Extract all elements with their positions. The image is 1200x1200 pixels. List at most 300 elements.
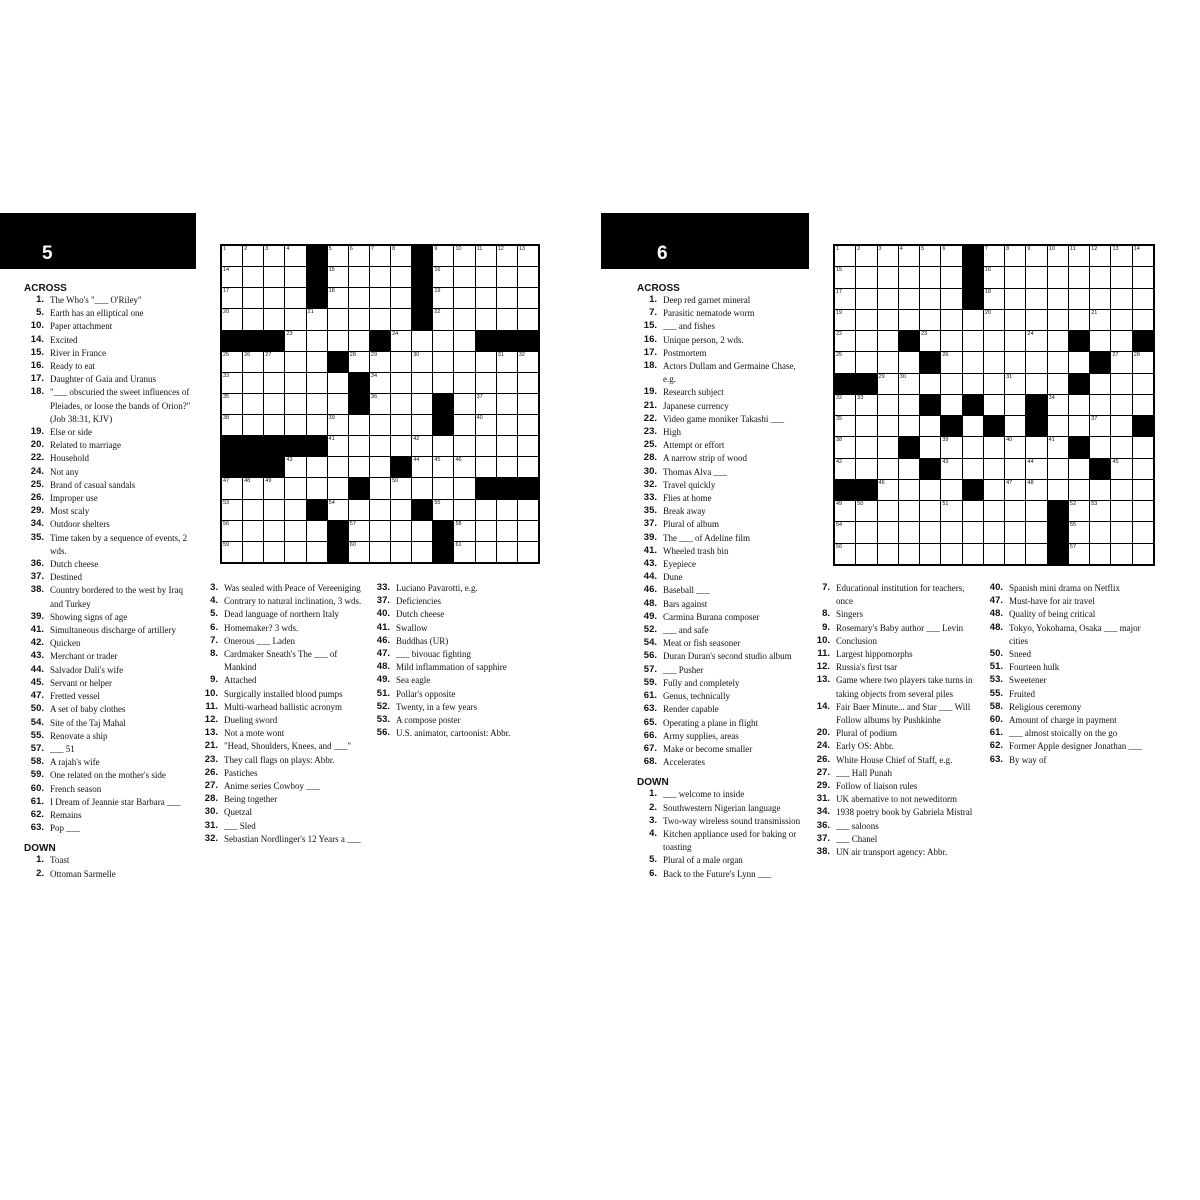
grid-cell[interactable] [1090, 267, 1110, 287]
grid-cell[interactable] [222, 542, 242, 562]
grid-cell[interactable] [899, 416, 919, 436]
grid-cell[interactable] [1111, 522, 1131, 542]
grid-cell[interactable] [856, 352, 876, 372]
grid-cell[interactable] [412, 521, 432, 541]
grid-cell[interactable] [1048, 352, 1068, 372]
grid-cell[interactable] [264, 394, 284, 414]
grid-cell[interactable] [391, 352, 411, 372]
grid-cell[interactable] [1048, 459, 1068, 479]
grid-cell[interactable] [328, 415, 348, 435]
grid-cell[interactable] [264, 373, 284, 393]
grid-cell[interactable] [307, 542, 327, 562]
grid-cell[interactable] [391, 331, 411, 351]
grid-cell[interactable] [370, 352, 390, 372]
grid-cell[interactable] [243, 373, 263, 393]
grid-cell[interactable] [497, 394, 517, 414]
grid-cell[interactable] [391, 542, 411, 562]
grid-cell[interactable] [476, 521, 496, 541]
grid-cell[interactable] [518, 309, 538, 329]
grid-cell[interactable] [391, 267, 411, 287]
grid-cell[interactable] [285, 394, 305, 414]
grid-cell[interactable] [1111, 459, 1131, 479]
grid-cell[interactable] [285, 267, 305, 287]
grid-cell[interactable] [285, 331, 305, 351]
grid-cell[interactable] [243, 352, 263, 372]
grid-cell[interactable] [1005, 310, 1025, 330]
grid-cell[interactable] [920, 289, 940, 309]
grid-cell[interactable] [307, 331, 327, 351]
grid-cell[interactable] [878, 437, 898, 457]
grid-cell[interactable] [899, 289, 919, 309]
grid-cell[interactable] [454, 415, 474, 435]
grid-cell[interactable] [1026, 437, 1046, 457]
grid-cell[interactable] [497, 309, 517, 329]
grid-cell[interactable] [264, 478, 284, 498]
grid-cell[interactable] [899, 395, 919, 415]
grid-cell[interactable] [941, 289, 961, 309]
grid-cell[interactable] [1090, 374, 1110, 394]
grid-cell[interactable] [1069, 246, 1089, 266]
grid-cell[interactable] [307, 352, 327, 372]
grid-cell[interactable] [1048, 395, 1068, 415]
grid-cell[interactable] [433, 288, 453, 308]
grid-cell[interactable] [454, 373, 474, 393]
grid-cell[interactable] [899, 522, 919, 542]
grid-cell[interactable] [856, 246, 876, 266]
grid-cell[interactable] [1090, 310, 1110, 330]
grid-cell[interactable] [1005, 416, 1025, 436]
grid-cell[interactable] [222, 267, 242, 287]
grid-cell[interactable] [476, 542, 496, 562]
grid-cell[interactable] [878, 522, 898, 542]
grid-cell[interactable] [856, 331, 876, 351]
grid-cell[interactable] [391, 436, 411, 456]
grid-cell[interactable] [222, 500, 242, 520]
grid-cell[interactable] [454, 457, 474, 477]
grid-cell[interactable] [984, 395, 1004, 415]
crossword-grid[interactable] [833, 244, 1155, 566]
grid-cell[interactable] [1069, 522, 1089, 542]
grid-cell[interactable] [1026, 310, 1046, 330]
grid-cell[interactable] [1133, 267, 1153, 287]
grid-cell[interactable] [963, 310, 983, 330]
grid-cell[interactable] [285, 246, 305, 266]
grid-cell[interactable] [984, 459, 1004, 479]
grid-cell[interactable] [941, 522, 961, 542]
grid-cell[interactable] [391, 500, 411, 520]
grid-cell[interactable] [941, 544, 961, 564]
grid-cell[interactable] [963, 374, 983, 394]
grid-cell[interactable] [1026, 374, 1046, 394]
grid-cell[interactable] [856, 310, 876, 330]
grid-cell[interactable] [1090, 416, 1110, 436]
grid-cell[interactable] [328, 394, 348, 414]
grid-cell[interactable] [391, 478, 411, 498]
grid-cell[interactable] [984, 437, 1004, 457]
grid-cell[interactable] [497, 373, 517, 393]
grid-cell[interactable] [941, 459, 961, 479]
grid-cell[interactable] [433, 309, 453, 329]
grid-cell[interactable] [878, 459, 898, 479]
grid-cell[interactable] [391, 288, 411, 308]
grid-cell[interactable] [349, 309, 369, 329]
grid-cell[interactable] [1133, 374, 1153, 394]
grid-cell[interactable] [497, 542, 517, 562]
grid-cell[interactable] [899, 352, 919, 372]
grid-cell[interactable] [264, 500, 284, 520]
grid-cell[interactable] [984, 352, 1004, 372]
grid-cell[interactable] [349, 246, 369, 266]
grid-cell[interactable] [984, 374, 1004, 394]
grid-cell[interactable] [285, 415, 305, 435]
grid-cell[interactable] [941, 352, 961, 372]
grid-cell[interactable] [433, 267, 453, 287]
grid-cell[interactable] [1005, 544, 1025, 564]
grid-cell[interactable] [370, 373, 390, 393]
grid-cell[interactable] [285, 288, 305, 308]
grid-cell[interactable] [1048, 437, 1068, 457]
grid-cell[interactable] [1133, 459, 1153, 479]
grid-cell[interactable] [1005, 246, 1025, 266]
grid-cell[interactable] [433, 478, 453, 498]
grid-cell[interactable] [856, 522, 876, 542]
grid-cell[interactable] [1048, 374, 1068, 394]
grid-cell[interactable] [835, 331, 855, 351]
grid-cell[interactable] [1133, 522, 1153, 542]
grid-cell[interactable] [920, 522, 940, 542]
grid-cell[interactable] [1005, 374, 1025, 394]
grid-cell[interactable] [1026, 289, 1046, 309]
grid-cell[interactable] [856, 395, 876, 415]
grid-cell[interactable] [222, 309, 242, 329]
grid-cell[interactable] [920, 331, 940, 351]
grid-cell[interactable] [433, 246, 453, 266]
grid-cell[interactable] [285, 373, 305, 393]
grid-cell[interactable] [963, 522, 983, 542]
grid-cell[interactable] [1090, 246, 1110, 266]
grid-cell[interactable] [497, 436, 517, 456]
grid-cell[interactable] [963, 459, 983, 479]
grid-cell[interactable] [1133, 437, 1153, 457]
grid-cell[interactable] [1090, 522, 1110, 542]
grid-cell[interactable] [1111, 501, 1131, 521]
grid-cell[interactable] [328, 500, 348, 520]
grid-cell[interactable] [1133, 544, 1153, 564]
grid-cell[interactable] [878, 395, 898, 415]
grid-cell[interactable] [899, 246, 919, 266]
grid-cell[interactable] [370, 521, 390, 541]
grid-cell[interactable] [370, 394, 390, 414]
grid-cell[interactable] [1111, 267, 1131, 287]
grid-cell[interactable] [222, 521, 242, 541]
grid-cell[interactable] [222, 415, 242, 435]
grid-cell[interactable] [476, 373, 496, 393]
grid-cell[interactable] [518, 415, 538, 435]
grid-cell[interactable] [349, 331, 369, 351]
grid-cell[interactable] [1069, 289, 1089, 309]
grid-cell[interactable] [1111, 374, 1131, 394]
grid-cell[interactable] [370, 415, 390, 435]
grid-cell[interactable] [878, 246, 898, 266]
grid-cell[interactable] [264, 246, 284, 266]
grid-cell[interactable] [222, 394, 242, 414]
grid-cell[interactable] [856, 437, 876, 457]
grid-cell[interactable] [899, 374, 919, 394]
grid-cell[interactable] [370, 457, 390, 477]
grid-cell[interactable] [1133, 289, 1153, 309]
grid-cell[interactable] [264, 521, 284, 541]
grid-cell[interactable] [497, 415, 517, 435]
grid-cell[interactable] [370, 267, 390, 287]
grid-cell[interactable] [899, 501, 919, 521]
grid-cell[interactable] [349, 500, 369, 520]
grid-cell[interactable] [328, 478, 348, 498]
grid-cell[interactable] [1090, 544, 1110, 564]
grid-cell[interactable] [1048, 331, 1068, 351]
grid-cell[interactable] [433, 457, 453, 477]
grid-cell[interactable] [1090, 501, 1110, 521]
grid-cell[interactable] [454, 352, 474, 372]
grid-cell[interactable] [243, 309, 263, 329]
grid-cell[interactable] [433, 500, 453, 520]
grid-cell[interactable] [963, 437, 983, 457]
grid-cell[interactable] [264, 352, 284, 372]
grid-cell[interactable] [391, 246, 411, 266]
grid-cell[interactable] [497, 521, 517, 541]
grid-cell[interactable] [497, 500, 517, 520]
grid-cell[interactable] [984, 522, 1004, 542]
grid-cell[interactable] [307, 521, 327, 541]
grid-cell[interactable] [307, 309, 327, 329]
grid-cell[interactable] [497, 288, 517, 308]
grid-cell[interactable] [391, 521, 411, 541]
grid-cell[interactable] [941, 246, 961, 266]
grid-cell[interactable] [412, 457, 432, 477]
grid-cell[interactable] [878, 544, 898, 564]
grid-cell[interactable] [1005, 289, 1025, 309]
grid-cell[interactable] [476, 436, 496, 456]
grid-cell[interactable] [920, 310, 940, 330]
grid-cell[interactable] [963, 544, 983, 564]
grid-cell[interactable] [920, 544, 940, 564]
grid-cell[interactable] [518, 457, 538, 477]
grid-cell[interactable] [856, 267, 876, 287]
grid-cell[interactable] [941, 437, 961, 457]
grid-cell[interactable] [941, 331, 961, 351]
grid-cell[interactable] [1026, 352, 1046, 372]
grid-cell[interactable] [920, 480, 940, 500]
grid-cell[interactable] [856, 289, 876, 309]
grid-cell[interactable] [835, 310, 855, 330]
grid-cell[interactable] [1111, 544, 1131, 564]
grid-cell[interactable] [391, 394, 411, 414]
grid-cell[interactable] [835, 267, 855, 287]
grid-cell[interactable] [307, 394, 327, 414]
grid-cell[interactable] [328, 288, 348, 308]
grid-cell[interactable] [1005, 267, 1025, 287]
grid-cell[interactable] [984, 480, 1004, 500]
grid-cell[interactable] [370, 309, 390, 329]
grid-cell[interactable] [1069, 267, 1089, 287]
grid-cell[interactable] [328, 331, 348, 351]
grid-cell[interactable] [454, 288, 474, 308]
grid-cell[interactable] [476, 309, 496, 329]
grid-cell[interactable] [1026, 480, 1046, 500]
grid-cell[interactable] [285, 457, 305, 477]
grid-cell[interactable] [476, 394, 496, 414]
grid-cell[interactable] [328, 309, 348, 329]
grid-cell[interactable] [835, 416, 855, 436]
grid-cell[interactable] [412, 436, 432, 456]
grid-cell[interactable] [370, 500, 390, 520]
grid-cell[interactable] [1005, 331, 1025, 351]
grid-cell[interactable] [1048, 289, 1068, 309]
grid-cell[interactable] [349, 267, 369, 287]
grid-cell[interactable] [518, 521, 538, 541]
grid-cell[interactable] [328, 246, 348, 266]
grid-cell[interactable] [412, 331, 432, 351]
grid-cell[interactable] [454, 309, 474, 329]
grid-cell[interactable] [1069, 352, 1089, 372]
grid-cell[interactable] [328, 373, 348, 393]
grid-cell[interactable] [349, 288, 369, 308]
grid-cell[interactable] [412, 394, 432, 414]
grid-cell[interactable] [285, 352, 305, 372]
grid-cell[interactable] [878, 416, 898, 436]
grid-cell[interactable] [899, 459, 919, 479]
grid-cell[interactable] [835, 437, 855, 457]
grid-cell[interactable] [835, 522, 855, 542]
grid-cell[interactable] [856, 544, 876, 564]
grid-cell[interactable] [476, 267, 496, 287]
grid-cell[interactable] [984, 246, 1004, 266]
grid-cell[interactable] [920, 267, 940, 287]
grid-cell[interactable] [497, 352, 517, 372]
grid-cell[interactable] [328, 457, 348, 477]
grid-cell[interactable] [1026, 267, 1046, 287]
grid-cell[interactable] [454, 436, 474, 456]
grid-cell[interactable] [878, 374, 898, 394]
grid-cell[interactable] [433, 373, 453, 393]
grid-cell[interactable] [1005, 480, 1025, 500]
grid-cell[interactable] [1026, 544, 1046, 564]
grid-cell[interactable] [920, 246, 940, 266]
grid-cell[interactable] [941, 310, 961, 330]
grid-cell[interactable] [222, 352, 242, 372]
grid-cell[interactable] [1005, 459, 1025, 479]
grid-cell[interactable] [497, 246, 517, 266]
grid-cell[interactable] [518, 394, 538, 414]
grid-cell[interactable] [941, 374, 961, 394]
grid-cell[interactable] [920, 501, 940, 521]
grid-cell[interactable] [285, 309, 305, 329]
grid-cell[interactable] [476, 457, 496, 477]
grid-cell[interactable] [941, 480, 961, 500]
grid-cell[interactable] [243, 478, 263, 498]
grid-cell[interactable] [1026, 331, 1046, 351]
grid-cell[interactable] [920, 437, 940, 457]
grid-cell[interactable] [391, 415, 411, 435]
grid-cell[interactable] [920, 416, 940, 436]
grid-cell[interactable] [328, 436, 348, 456]
grid-cell[interactable] [1048, 267, 1068, 287]
grid-cell[interactable] [370, 542, 390, 562]
grid-cell[interactable] [1090, 437, 1110, 457]
grid-cell[interactable] [878, 352, 898, 372]
grid-cell[interactable] [476, 500, 496, 520]
grid-cell[interactable] [984, 544, 1004, 564]
grid-cell[interactable] [1005, 501, 1025, 521]
grid-cell[interactable] [433, 352, 453, 372]
grid-cell[interactable] [243, 288, 263, 308]
grid-cell[interactable] [497, 457, 517, 477]
grid-cell[interactable] [518, 500, 538, 520]
grid-cell[interactable] [1069, 310, 1089, 330]
grid-cell[interactable] [1111, 352, 1131, 372]
grid-cell[interactable] [349, 521, 369, 541]
grid-cell[interactable] [454, 478, 474, 498]
grid-cell[interactable] [243, 246, 263, 266]
grid-cell[interactable] [899, 310, 919, 330]
grid-cell[interactable] [518, 352, 538, 372]
grid-cell[interactable] [349, 457, 369, 477]
grid-cell[interactable] [370, 246, 390, 266]
grid-cell[interactable] [963, 352, 983, 372]
grid-cell[interactable] [454, 500, 474, 520]
grid-cell[interactable] [856, 416, 876, 436]
grid-cell[interactable] [370, 288, 390, 308]
grid-cell[interactable] [412, 352, 432, 372]
grid-cell[interactable] [264, 542, 284, 562]
grid-cell[interactable] [518, 246, 538, 266]
grid-cell[interactable] [878, 480, 898, 500]
grid-cell[interactable] [476, 352, 496, 372]
grid-cell[interactable] [1111, 395, 1131, 415]
grid-cell[interactable] [1111, 480, 1131, 500]
grid-cell[interactable] [963, 501, 983, 521]
grid-cell[interactable] [1111, 289, 1131, 309]
grid-cell[interactable] [370, 478, 390, 498]
grid-cell[interactable] [835, 501, 855, 521]
grid-cell[interactable] [899, 480, 919, 500]
grid-cell[interactable] [243, 500, 263, 520]
grid-cell[interactable] [984, 501, 1004, 521]
grid-cell[interactable] [243, 542, 263, 562]
grid-cell[interactable] [941, 395, 961, 415]
grid-cell[interactable] [1133, 480, 1153, 500]
grid-cell[interactable] [391, 309, 411, 329]
grid-cell[interactable] [1048, 310, 1068, 330]
grid-cell[interactable] [476, 415, 496, 435]
grid-cell[interactable] [222, 288, 242, 308]
grid-cell[interactable] [1133, 501, 1153, 521]
grid-cell[interactable] [412, 542, 432, 562]
grid-cell[interactable] [433, 436, 453, 456]
grid-cell[interactable] [1133, 310, 1153, 330]
grid-cell[interactable] [1133, 352, 1153, 372]
grid-cell[interactable] [1111, 246, 1131, 266]
grid-cell[interactable] [412, 415, 432, 435]
grid-cell[interactable] [963, 416, 983, 436]
grid-cell[interactable] [1069, 416, 1089, 436]
grid-cell[interactable] [412, 478, 432, 498]
grid-cell[interactable] [454, 331, 474, 351]
grid-cell[interactable] [1005, 522, 1025, 542]
grid-cell[interactable] [984, 267, 1004, 287]
grid-cell[interactable] [285, 478, 305, 498]
grid-cell[interactable] [835, 544, 855, 564]
grid-cell[interactable] [285, 500, 305, 520]
